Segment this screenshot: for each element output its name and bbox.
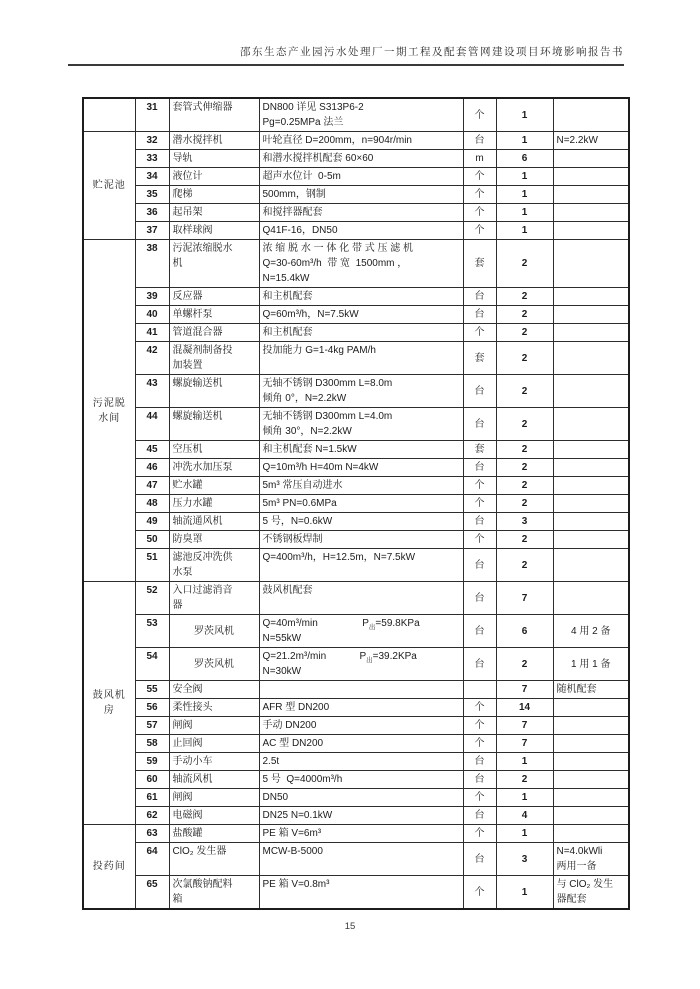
section-label-cell: 贮泥池: [83, 132, 135, 240]
section-label-cell: [83, 98, 135, 132]
remark-cell: [553, 495, 629, 513]
table-row: [83, 324, 629, 342]
unit-cell: 个: [463, 735, 496, 753]
equipment-name-cell: 爬梯: [169, 186, 259, 204]
remark-cell: 4 用 2 备: [553, 615, 629, 648]
equipment-table-body: [83, 98, 629, 909]
remark-cell: [553, 441, 629, 459]
table-row: [83, 876, 629, 910]
table-row: [83, 204, 629, 222]
quantity-cell: 1: [496, 186, 553, 204]
unit-cell: 个: [463, 717, 496, 735]
row-number-cell: 45: [135, 441, 169, 459]
remark-cell: [553, 204, 629, 222]
equipment-spec-cell: 手动 DN200: [259, 717, 463, 735]
equipment-spec-cell: MCW-B-5000: [259, 843, 463, 876]
equipment-spec-cell: 和主机配套: [259, 324, 463, 342]
remark-cell: N=2.2kW: [553, 132, 629, 150]
equipment-name-cell: 柔性接头: [169, 699, 259, 717]
page-number: 15: [344, 921, 356, 932]
remark-cell: [553, 324, 629, 342]
equipment-spec-cell: 叶轮直径 D=200mm，n=904r/min: [259, 132, 463, 150]
table-row: [83, 288, 629, 306]
unit-cell: 台: [463, 306, 496, 324]
unit-cell: 台: [463, 513, 496, 531]
row-number-cell: 58: [135, 735, 169, 753]
equipment-spec-cell: Q41F-16，DN50: [259, 222, 463, 240]
unit-cell: [463, 681, 496, 699]
equipment-name-cell: 套管式伸缩器: [169, 98, 259, 132]
unit-cell: 个: [463, 477, 496, 495]
remark-cell: [553, 771, 629, 789]
equipment-name-cell: 次氯酸钠配料 箱: [169, 876, 259, 910]
table-row: [83, 168, 629, 186]
equipment-name-cell: 闸阀: [169, 789, 259, 807]
equipment-spec-cell: 5m³ PN=0.6MPa: [259, 495, 463, 513]
unit-cell: 台: [463, 549, 496, 582]
equipment-spec-cell: Q=400m³/h，H=12.5m，N=7.5kW: [259, 549, 463, 582]
quantity-cell: 2: [496, 648, 553, 681]
equipment-name-cell: 防臭罩: [169, 531, 259, 549]
table-row: [83, 408, 629, 441]
quantity-cell: 1: [496, 204, 553, 222]
row-number-cell: 54: [135, 648, 169, 681]
equipment-name-cell: 盐酸罐: [169, 825, 259, 843]
equipment-name-cell: 轴流风机: [169, 771, 259, 789]
remark-cell: [553, 735, 629, 753]
row-number-cell: 34: [135, 168, 169, 186]
quantity-cell: 7: [496, 717, 553, 735]
section-label-cell: 污泥脱 水间: [83, 240, 135, 582]
row-number-cell: 35: [135, 186, 169, 204]
remark-cell: [553, 240, 629, 288]
equipment-spec-cell: 和主机配套 N=1.5kW: [259, 441, 463, 459]
equipment-spec-cell: DN25 N=0.1kW: [259, 807, 463, 825]
section-label-cell: 投药间: [83, 825, 135, 910]
row-number-cell: 36: [135, 204, 169, 222]
equipment-name-cell: 罗茨风机: [169, 648, 259, 681]
remark-cell: 与 ClO₂ 发生 器配套: [553, 876, 629, 910]
quantity-cell: 2: [496, 324, 553, 342]
quantity-cell: 1: [496, 825, 553, 843]
unit-cell: 个: [463, 222, 496, 240]
table-row: [83, 441, 629, 459]
equipment-name-cell: 轴流通风机: [169, 513, 259, 531]
quantity-cell: 3: [496, 843, 553, 876]
remark-cell: 随机配套: [553, 681, 629, 699]
quantity-cell: 2: [496, 531, 553, 549]
equipment-name-cell: 管道混合器: [169, 324, 259, 342]
remark-cell: [553, 513, 629, 531]
equipment-name-cell: 导轨: [169, 150, 259, 168]
unit-cell: 台: [463, 375, 496, 408]
row-number-cell: 47: [135, 477, 169, 495]
row-number-cell: 65: [135, 876, 169, 910]
table-row: [83, 807, 629, 825]
section-label-cell: 鼓风机 房: [83, 582, 135, 825]
unit-cell: 台: [463, 807, 496, 825]
quantity-cell: 2: [496, 288, 553, 306]
remark-cell: [553, 753, 629, 771]
remark-cell: [553, 531, 629, 549]
table-row: [83, 186, 629, 204]
table-row: [83, 240, 629, 288]
remark-cell: 1 用 1 备: [553, 648, 629, 681]
remark-cell: [553, 582, 629, 615]
remark-cell: [553, 168, 629, 186]
equipment-spec-cell: 2.5t: [259, 753, 463, 771]
table-row: [83, 342, 629, 375]
table-row: [83, 459, 629, 477]
row-number-cell: 46: [135, 459, 169, 477]
table-row: [83, 495, 629, 513]
equipment-name-cell: 闸阀: [169, 717, 259, 735]
quantity-cell: 2: [496, 495, 553, 513]
quantity-cell: 14: [496, 699, 553, 717]
table-row: [83, 150, 629, 168]
row-number-cell: 31: [135, 98, 169, 132]
unit-cell: 个: [463, 825, 496, 843]
equipment-name-cell: 滤池反冲洗供 水泵: [169, 549, 259, 582]
unit-cell: 台: [463, 582, 496, 615]
equipment-spec-cell: [259, 681, 463, 699]
row-number-cell: 41: [135, 324, 169, 342]
equipment-name-cell: 压力水罐: [169, 495, 259, 513]
remark-cell: [553, 150, 629, 168]
table-row: [83, 531, 629, 549]
table-row: [83, 735, 629, 753]
table-row: [83, 789, 629, 807]
unit-cell: m: [463, 150, 496, 168]
equipment-spec-cell: Q=21.2m³/min $P_出=39.2KPa$ N=30kW: [259, 648, 463, 681]
equipment-name-cell: 取样球阀: [169, 222, 259, 240]
table-row: [83, 825, 629, 843]
row-number-cell: 62: [135, 807, 169, 825]
quantity-cell: 3: [496, 513, 553, 531]
quantity-cell: 1: [496, 168, 553, 186]
remark-cell: [553, 408, 629, 441]
unit-cell: 个: [463, 98, 496, 132]
quantity-cell: 2: [496, 306, 553, 324]
row-number-cell: 60: [135, 771, 169, 789]
quantity-cell: 2: [496, 459, 553, 477]
unit-cell: 个: [463, 876, 496, 910]
quantity-cell: 1: [496, 753, 553, 771]
table-row: [83, 513, 629, 531]
remark-cell: [553, 288, 629, 306]
quantity-cell: 2: [496, 375, 553, 408]
remark-cell: [553, 375, 629, 408]
equipment-name-cell: 罗茨风机: [169, 615, 259, 648]
equipment-spec-cell: 投加能力 G=1-4kg PAM/h: [259, 342, 463, 375]
remark-cell: N=4.0kWli 两用一备: [553, 843, 629, 876]
equipment-spec-cell: 500mm，钢制: [259, 186, 463, 204]
remark-cell: [553, 222, 629, 240]
equipment-spec-cell: DN800 详见 S313P6-2 Pg=0.25MPa 法兰: [259, 98, 463, 132]
row-number-cell: 61: [135, 789, 169, 807]
table-row: [83, 699, 629, 717]
quantity-cell: 2: [496, 240, 553, 288]
remark-cell: [553, 98, 629, 132]
equipment-name-cell: 空压机: [169, 441, 259, 459]
unit-cell: 个: [463, 699, 496, 717]
equipment-spec-cell: 不锈钢板焊制: [259, 531, 463, 549]
row-number-cell: 43: [135, 375, 169, 408]
quantity-cell: 7: [496, 735, 553, 753]
row-number-cell: 33: [135, 150, 169, 168]
equipment-spec-cell: Q=60m³/h，N=7.5kW: [259, 306, 463, 324]
equipment-name-cell: 冲洗水加压泵: [169, 459, 259, 477]
quantity-cell: 2: [496, 549, 553, 582]
row-number-cell: 64: [135, 843, 169, 876]
quantity-cell: 2: [496, 441, 553, 459]
quantity-cell: 4: [496, 807, 553, 825]
equipment-table: [82, 97, 630, 910]
equipment-name-cell: ClO₂ 发生器: [169, 843, 259, 876]
remark-cell: [553, 807, 629, 825]
table-row: [83, 132, 629, 150]
row-number-cell: 49: [135, 513, 169, 531]
row-number-cell: 38: [135, 240, 169, 288]
equipment-spec-cell: 无轴不锈钢 D300mm L=4.0m 倾角 30°，N=2.2kW: [259, 408, 463, 441]
quantity-cell: 1: [496, 98, 553, 132]
remark-cell: [553, 549, 629, 582]
equipment-name-cell: 混凝剂制备投 加装置: [169, 342, 259, 375]
equipment-spec-cell: PE 箱 V=6m³: [259, 825, 463, 843]
unit-cell: 个: [463, 324, 496, 342]
table-row: [83, 98, 629, 132]
table-row: [83, 753, 629, 771]
quantity-cell: 6: [496, 615, 553, 648]
equipment-name-cell: 单螺杆泵: [169, 306, 259, 324]
quantity-cell: 1: [496, 132, 553, 150]
remark-cell: [553, 186, 629, 204]
table-row: [83, 549, 629, 582]
row-number-cell: 39: [135, 288, 169, 306]
row-number-cell: 57: [135, 717, 169, 735]
equipment-name-cell: 污泥浓缩脱水 机: [169, 240, 259, 288]
unit-cell: 个: [463, 531, 496, 549]
equipment-spec-cell: AFR 型 DN200: [259, 699, 463, 717]
equipment-spec-cell: 5m³ 常压自动进水: [259, 477, 463, 495]
unit-cell: 套: [463, 441, 496, 459]
quantity-cell: 2: [496, 342, 553, 375]
table-row: [83, 222, 629, 240]
remark-cell: [553, 825, 629, 843]
remark-cell: [553, 459, 629, 477]
quantity-cell: 1: [496, 222, 553, 240]
table-row: [83, 582, 629, 615]
quantity-cell: 7: [496, 681, 553, 699]
unit-cell: 台: [463, 648, 496, 681]
remark-cell: [553, 699, 629, 717]
remark-cell: [553, 789, 629, 807]
table-row: [83, 615, 629, 648]
equipment-name-cell: 贮水罐: [169, 477, 259, 495]
equipment-spec-cell: 和潜水搅拌机配套 60×60: [259, 150, 463, 168]
row-number-cell: 50: [135, 531, 169, 549]
table-row: [83, 648, 629, 681]
table-row: [83, 306, 629, 324]
equipment-spec-cell: 鼓风机配套: [259, 582, 463, 615]
equipment-name-cell: 手动小车: [169, 753, 259, 771]
unit-cell: 个: [463, 789, 496, 807]
unit-cell: 台: [463, 771, 496, 789]
equipment-name-cell: 起吊架: [169, 204, 259, 222]
equipment-spec-cell: 超声水位计 0-5m: [259, 168, 463, 186]
equipment-spec-cell: 无轴不锈钢 D300mm L=8.0m 倾角 0°，N=2.2kW: [259, 375, 463, 408]
unit-cell: 套: [463, 342, 496, 375]
row-number-cell: 42: [135, 342, 169, 375]
equipment-spec-cell: Q=40m³/min $P_出=59.8KPa$ N=55kW: [259, 615, 463, 648]
equipment-spec-cell: PE 箱 V=0.8m³: [259, 876, 463, 910]
table-row: [83, 717, 629, 735]
equipment-spec-cell: 和搅拌器配套: [259, 204, 463, 222]
table-row: [83, 843, 629, 876]
table-row: [83, 771, 629, 789]
quantity-cell: 7: [496, 582, 553, 615]
remark-cell: [553, 717, 629, 735]
row-number-cell: 52: [135, 582, 169, 615]
equipment-name-cell: 液位计: [169, 168, 259, 186]
equipment-spec-cell: DN50: [259, 789, 463, 807]
table-row: [83, 477, 629, 495]
row-number-cell: 56: [135, 699, 169, 717]
equipment-name-cell: 反应器: [169, 288, 259, 306]
unit-cell: 台: [463, 288, 496, 306]
row-number-cell: 32: [135, 132, 169, 150]
unit-cell: 个: [463, 168, 496, 186]
equipment-spec-cell: 和主机配套: [259, 288, 463, 306]
equipment-spec-cell: AC 型 DN200: [259, 735, 463, 753]
equipment-name-cell: 入口过滤消音 器: [169, 582, 259, 615]
equipment-name-cell: 潜水搅拌机: [169, 132, 259, 150]
unit-cell: 台: [463, 408, 496, 441]
unit-cell: 台: [463, 615, 496, 648]
row-number-cell: 59: [135, 753, 169, 771]
unit-cell: 个: [463, 495, 496, 513]
equipment-name-cell: 止回阀: [169, 735, 259, 753]
equipment-name-cell: 螺旋输送机: [169, 408, 259, 441]
table-row: [83, 375, 629, 408]
unit-cell: 台: [463, 753, 496, 771]
unit-cell: 套: [463, 240, 496, 288]
equipment-spec-cell: 浓 缩 脱 水 一 体 化 带 式 压 滤 机 Q=30-60m³/h 带 宽 1500mm ， N=15.4kW: [259, 240, 463, 288]
unit-cell: 台: [463, 843, 496, 876]
equipment-name-cell: 安全阀: [169, 681, 259, 699]
row-number-cell: 55: [135, 681, 169, 699]
row-number-cell: 40: [135, 306, 169, 324]
quantity-cell: 2: [496, 408, 553, 441]
unit-cell: 个: [463, 186, 496, 204]
row-number-cell: 48: [135, 495, 169, 513]
quantity-cell: 2: [496, 477, 553, 495]
row-number-cell: 37: [135, 222, 169, 240]
row-number-cell: 51: [135, 549, 169, 582]
quantity-cell: 6: [496, 150, 553, 168]
quantity-cell: 2: [496, 771, 553, 789]
equipment-spec-cell: Q=10m³/h H=40m N=4kW: [259, 459, 463, 477]
quantity-cell: 1: [496, 876, 553, 910]
row-number-cell: 44: [135, 408, 169, 441]
remark-cell: [553, 306, 629, 324]
equipment-spec-cell: 5 号，N=0.6kW: [259, 513, 463, 531]
unit-cell: 台: [463, 132, 496, 150]
equipment-name-cell: 螺旋输送机: [169, 375, 259, 408]
equipment-spec-cell: 5 号 Q=4000m³/h: [259, 771, 463, 789]
unit-cell: 台: [463, 459, 496, 477]
table-row: [83, 681, 629, 699]
unit-cell: 个: [463, 204, 496, 222]
equipment-name-cell: 电磁阀: [169, 807, 259, 825]
remark-cell: [553, 342, 629, 375]
row-number-cell: 53: [135, 615, 169, 648]
row-number-cell: 63: [135, 825, 169, 843]
quantity-cell: 1: [496, 789, 553, 807]
report-header-title: 邵东生态产业园污水处理厂一期工程及配套管网建设项目环境影响报告书: [68, 44, 624, 66]
remark-cell: [553, 477, 629, 495]
